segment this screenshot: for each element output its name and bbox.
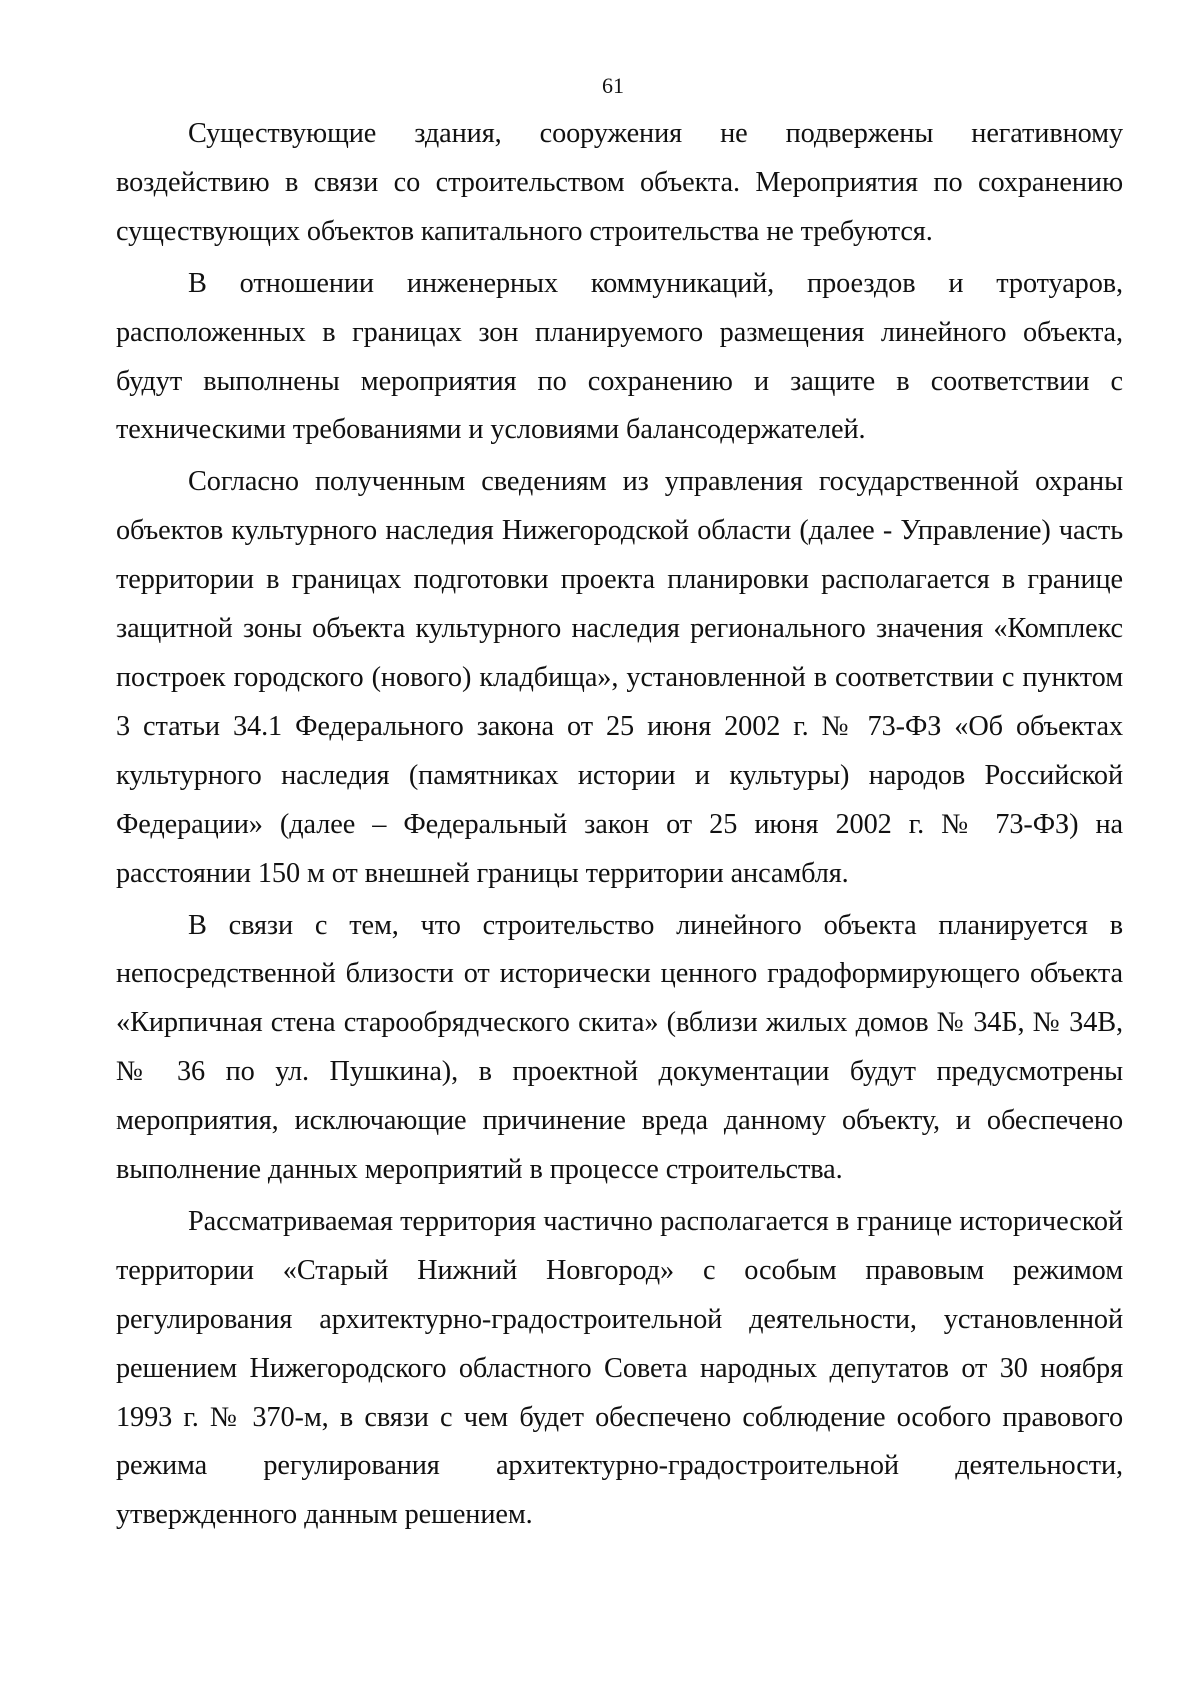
document-body — [116, 110, 1123, 1543]
paragraph-existing-buildings: Существующие здания, сооружения не подвержены негативному воздействию в связи со строительством объекта. Мероприятия по сохранению существующих объектов капитального строительства не требуются. — [116, 118, 1123, 247]
page-number: 61 — [602, 73, 624, 98]
paragraph-cultural-heritage-zone: Согласно полученным сведениям из управления государственной охраны объектов культурного наследия Нижегородской области (далее - Управление) часть территории в границах подготовки проекта планировки располагается в границе защитной зоны объекта культурного наследия регионального значения «Комплекс построек городского (нового) кладбища», установленной в соответствии с пунктом 3 статьи 34.1 Федерального закона от 25 июня 2002 г. № 73-ФЗ «Об объектах культурного наследия (памятниках истории и культуры) народов Российской Федерации» (далее – Федеральный закон от 25 июня 2002 г. № 73-ФЗ) на расстоянии 150 м от внешней границы территории ансамбля. — [116, 466, 1123, 889]
paragraph-historic-brick-wall: В связи с тем, что строительство линейного объекта планируется в непосредственной близости от исторически ценного градоформирующего объекта «Кирпичная стена старообрядческого скита» (вблизи жилых домов № 34Б, № 34В, № 36 по ул. Пушкина), в проектной документации будут предусмотрены мероприятия, исключающие причинение вреда данному объекту, и обеспечено выполнение данных мероприятий в процессе строительства. — [116, 909, 1123, 1186]
paragraph-engineering-utilities: В отношении инженерных коммуникаций, проездов и тротуаров, расположенных в границах зон планируемого размещения линейного объекта, будут выполнены мероприятия по сохранению и защите в соответствии с техническими требованиями и условиями балансодержателей. — [116, 267, 1123, 446]
paragraph-historic-territory: Рассматриваемая территория частично располагается в границе исторической территории «Старый Нижний Новгород» с особым правовым режимом регулирования архитектурно-градостроительной деятельности, установленной решением Нижегородского областного Совета народных депутатов от 30 ноября 1993 г. № 370-м, в связи с чем будет обеспечено соблюдение особого правового режима регулирования архитектурно-градостроительной деятельности, утвержденного данным решением. — [116, 1205, 1123, 1531]
